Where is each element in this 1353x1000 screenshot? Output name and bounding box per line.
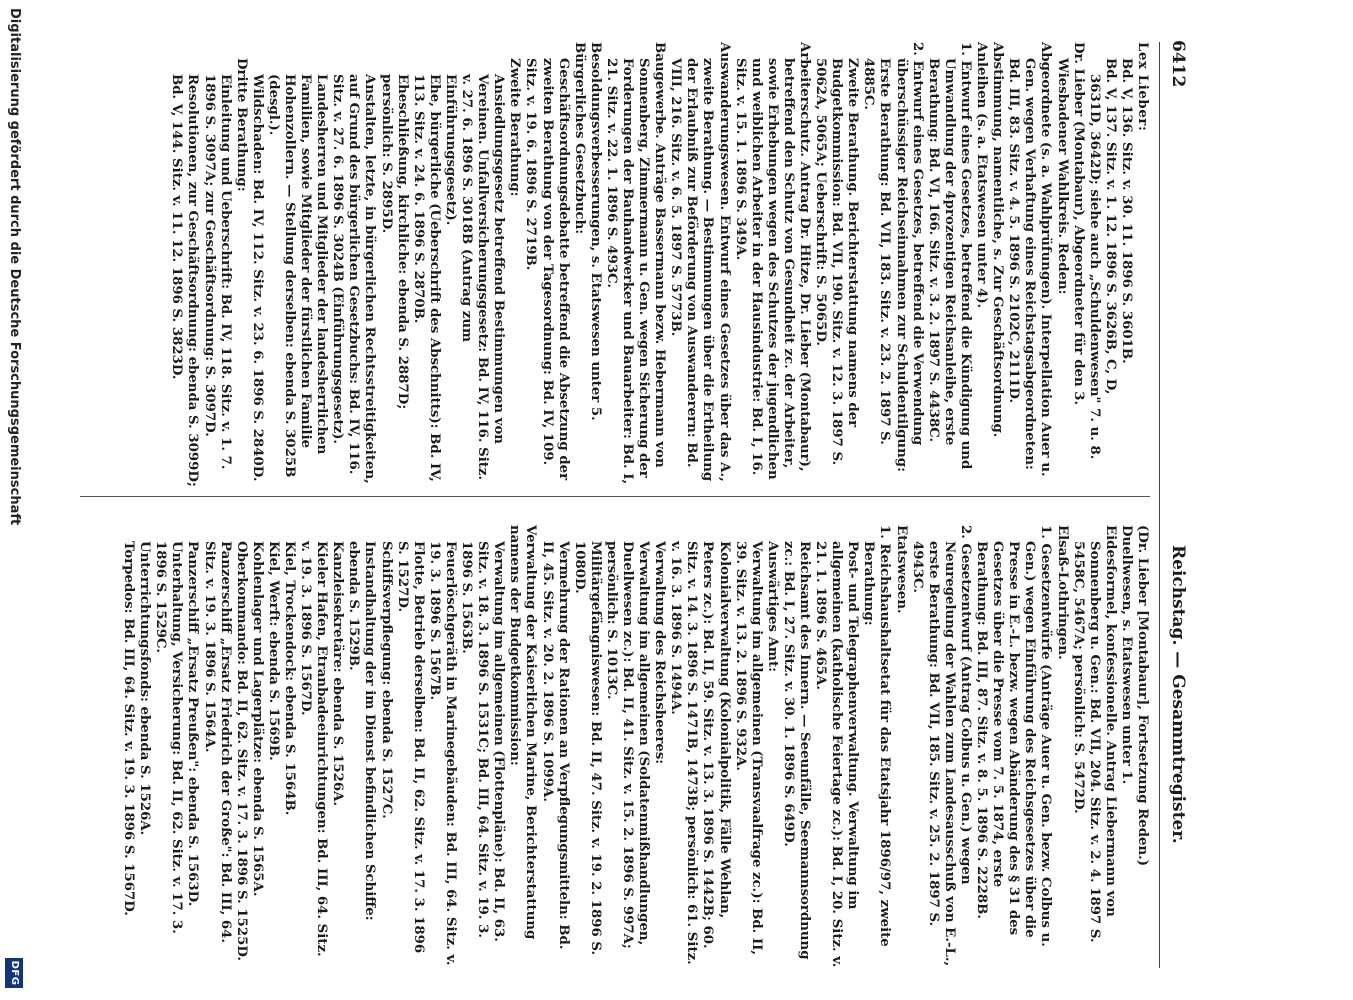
index-entry: Duellwesen, s. Etatswesen unter 1. — [1118, 525, 1134, 785]
index-entry: Vermehrung der Rationen an Verpflegungsmitteln: Bd. II, 45. Sitz. v. 20. 2. 1896 S. 1099A. — [539, 541, 571, 950]
index-entry: Baugewerbe. Anträge Bassermann bezw. Hebermann von Sonnenberg, Zimmermann u. Gen. wegen Sicherung der Forderungen der Bauhandwerker und Bauarbeiter: Bd. I, 21. Sitz. v. 22. 1. 1896 S. 493C. — [603, 42, 668, 485]
index-entry: Feuerlöschgeräth in Marinegebäuden: Bd. III, 64. Sitz. v. 19. 3. 1896 S. 1567B. — [426, 541, 458, 966]
index-entry: Bd. V, 136. Sitz. v. 30. 11. 1896 S. 3601B. — [1118, 58, 1134, 364]
index-entry: (Dr. Lieber [Montabaur], Fortsetzung Reden.) — [1135, 525, 1150, 867]
index-entry: Besoldungsverbesserungen, s. Etatswesen unter 5. — [587, 42, 603, 421]
index-entry: Oberkommando: Bd. II, 62. Sitz. v. 17. 3. 1896 S. 1525D. — [233, 541, 249, 962]
index-entry: Wildschaden: Bd. IV, 112. Sitz. v. 23. 6. 1896 S. 2840D. — [249, 74, 265, 482]
index-entry: Verwaltung im allgemeinen (Flottenpläne): Bd. II, 63. Sitz. v. 18. 3. 1896 S. 1531C; Bd. III, 64. Sitz. v. 19. 3. 1896 S. 1563B. — [459, 541, 507, 942]
index-entry: Kohlenlager und Lagerplätze: ebenda S. 1565A. — [249, 541, 265, 897]
page-number: 6412 — [1168, 40, 1188, 88]
index-entry: Verwaltung der Kaiserlichen Marine, Berichterstattung namens der Budgetkommission: — [507, 525, 539, 940]
header-divider — [1159, 42, 1160, 968]
index-entry: Dr. Lieber (Montabaur), Abgeordneter für den 3. Wiesbadener Wahlkreis. Reden: — [1054, 42, 1086, 406]
index-entry: Verwaltung im allgemeinen (Soldatenmißhandlungen, Duellwesen zc.): Bd. II, 41. Sitz. v. 15. 2. 1896 S. 997A; persönlich: S. 1013C. — [603, 541, 652, 949]
index-entry: Verwaltung des Reichsheeres: — [652, 541, 668, 765]
index-entry: Kieler Hafen, Etranbadeeinrichtungen: Bd. III, 64. Sitz. v. 19. 3. 1896 S. 1567D. — [298, 541, 330, 957]
index-entry: Kanzleisekretäre: ebenda S. 1526A. — [330, 541, 346, 807]
index-entry: 1. Reichshaushaltsetat für das Etatsjahr 1896/97, zweite Berathung: — [861, 525, 893, 947]
index-entry: Reichsamt des Innern. — Seeunfälle, Seemannsordnung zc.: Bd. I, 27. Sitz. v. 30. 1. 1896 S. 649D. — [780, 541, 813, 960]
index-entry: 3631D, 3642D; siehe auch „Schuldenwesen" 7. u. 8. — [1086, 74, 1102, 460]
index-entry: Geschäftsordnungsdebatte betreffend die Absetzung der zweiten Berathung von der Tagesordnung: Bd. IV, 109. Sitz. v. 19. 6. 1896 S. 2719B. — [523, 58, 571, 481]
index-entry: Arbeiterschutz. Antrag Dr. Hitze, Dr. Lieber (Montabaur), betreffend den Schutz von Gesundheit zc. der Arbeiter, sowie Erhebungen wegen des Schutzes der jugendlichen und weiblichen Arbeiter in der Hausindustrie: Bd. I, 16. Sitz. v. 15. 1. 1896 S. 349A. — [732, 42, 813, 480]
index-entry: 2. Entwurf eines Gesetzes, betreffend die Verwendung überschüssiger Reichseinnahmen zur Schuldentilgung: Erste Berathung: Bd. VII, 183. Sitz. v. 23. 2. 1897 S. 4885C. — [861, 42, 925, 472]
index-entry: Ansiedlungsgesetz betreffend Bestimmungen von Vereinen. Unfallversicherungsgesetz: Bd. IV, 116. Sitz. v. 27. 6. 1896 S. 3018B (Antrag zum Einführungsgesetz). — [442, 74, 507, 481]
running-head: Reichstag. — Gesammtregister. — [1168, 545, 1188, 844]
index-entry: Resolutionen, zur Geschäftsordnung: ebenda S. 3099D; Bd. V, 144. Sitz. v. 11. 12. 1896 S. 3823D. — [169, 74, 201, 487]
index-entry: Kiel, Trockendock: ebenda S. 1564B. — [282, 541, 298, 816]
index-entry: Torpedos: Bd. III, 64. Sitz. v. 19. 3. 1896 S. 1567D. — [121, 541, 137, 916]
index-entry: 1. Gesetzentwürfe (Anträge Auer u. Gen. bezw. Colbus u. Gen.) wegen Einführung des Reichsgesetzes über die Presse in E.-L. bezw. wegen Abänderung des § 31 des Gesetzes über die Presse vom 7. 5. 1874, erste Berathung: Bd. III, 87. Sitz. v. 8. 5. 1896 S. 2228B. — [974, 525, 1054, 947]
index-entry: Unterhaltung, Versicherung: Bd. II, 62. Sitz. v. 17. 3. 1896 S. 1529C. — [153, 541, 185, 934]
index-entry: Landesherren und Mitglieder der landesherrlichen Familien, sowie Mitglieder der fürstlichen Familie Hohenzollern. — Stellung derselben: ebenda S. 3025B (desgl.). — [265, 74, 330, 478]
index-entry: Einleitung und Ueberschrift: Bd. IV, 118. Sitz. v. 1. 7. 1896 S. 3097A; zur Geschäftsordnung: S. 3097D. — [201, 74, 233, 470]
index-entry: Auswanderungswesen. Entwurf eines Gesetzes über das A., zweite Berathung. — Bestimmungen über die Ertheilung der Erlaubniß zur Beförderung von Auswanderern: Bd. VIII, 216. Sitz. v. 6. 5. 1897 S. 5773B. — [668, 42, 732, 482]
index-entry: Bürgerliches Gesetzbuch: — [571, 42, 587, 235]
index-entry: Anstalten, letzte, in bürgerlichen Rechtsstreitigkeiten, auf Grund des bürgerlichen Gesetzbuchs: Bd. IV, 116. Sitz. v. 27. 6. 1896 S. 3024B (Einführungsgesetz). — [330, 74, 378, 484]
index-entry: Lex Lieber: — [1135, 42, 1150, 132]
dfg-logo: DFG — [5, 958, 23, 988]
right-column — [60, 525, 1150, 970]
left-column — [60, 42, 1150, 487]
index-entry: Eidesformel, konfessionelle. Antrag Liebermann von Sonnenberg u. Gen.: Bd. VII, 204. Sitz. v. 2. 4. 1897 S. 5458C, 5467A; persönlich: S. 5472D. — [1070, 525, 1118, 943]
index-entry: Flotte, Betrieb derselben: Bd. II, 62. Sitz. v. 17. 3. 1896 S. 1527D. — [394, 541, 426, 954]
index-entry: Elsaß-Lothringen. — [1054, 525, 1070, 660]
index-entry: Instandhaltung der im Dienst befindlichen Schiffe: ebenda S. 1529B. — [346, 541, 378, 921]
index-entry: Panzerschiff „Ersatz Friedrich der Große": Bd. III, 64. Sitz. v. 19. 3. 1896 S. 1564A. — [201, 541, 233, 943]
credit-text: Digitalisierung gefördert durch die Deutsche Forschungsgemeinschaft — [7, 8, 22, 526]
index-entry: Ehe, bürgerliche (Ueberschrift des Abschnitts): Bd. IV, 113. Sitz. v. 24. 6. 1896 S. 2870B. — [410, 74, 442, 482]
column-divider — [80, 496, 1150, 497]
index-entry: Etatswesen. — [893, 525, 909, 614]
digitization-credit — [2, 0, 24, 1000]
index-entry: Unterrichtungsfonds: ebenda S. 1526A. — [137, 541, 153, 836]
index-entry: Abgeordnete (s. a. Wahlprüfungen). Interpellation Auer u. Gen. wegen Verhaftung eines Reichstagsabgeordneten: Bd. III, 83. Sitz. v. 4. 5. 1896 S. 2102C, 2111D. — [1006, 42, 1054, 477]
index-entry: 1. Entwurf eines Gesetzes, betreffend die Kündigung und Umwandlung der 4prozentigen Reichsanleihe, erste Berathung: Bd. VI, 166. Sitz. v. 3. 2. 1897 S. 4438C. — [925, 42, 973, 470]
index-entry: Schiffsverpflegung: ebenda S. 1527C. — [378, 541, 394, 819]
index-entry: Auswärtiges Amt: — [764, 541, 780, 673]
index-entry: Eheschließung, kirchliche: ebenda S. 2887D; persönlich: S. 2895D. — [378, 74, 410, 410]
index-entry: Abstimmung, namentliche, s. Zur Geschäftsordnung. — [990, 42, 1006, 438]
index-entry: Militärgefängniswesen: Bd. II, 47. Sitz. v. 19. 2. 1896 S. 1080D. — [571, 541, 603, 956]
page-header — [1160, 40, 1196, 970]
index-entry: Panzerschiff „Ersatz Preußen": ebenda S. 1563D. — [185, 541, 201, 907]
index-entry: Verwaltung im allgemeinen (Transvaalfrage zc.): Bd. II, 39. Sitz. v. 13. 2. 1896 S. 932A. — [732, 541, 764, 956]
index-entry: Zweite Berathung: — [507, 58, 523, 197]
index-entry: Anleihen (s. a. Etatswesen unter 4). — [974, 42, 990, 309]
index-entry: Dritte Berathung: — [233, 58, 249, 192]
index-entry: Bd. V, 137. Sitz. v. 1. 12. 1896 S. 3626B, C, D, — [1102, 58, 1118, 395]
index-entry: Kiel, Werft: ebenda S. 1569B. — [265, 541, 281, 761]
index-entry: Post- und Telegraphenverwaltung. Verwaltung im allgemeinen (katholische Feiertage zc.): Bd. I, 20. Sitz. v. 21. 1. 1896 S. 465A. — [813, 541, 861, 968]
index-entry: Kolonialverwaltung (Kolonialpolitik, Fälle Wehlan, Peters zc.): Bd. II, 59. Sitz. v. 13. 3. 1896 S. 1442B; 60. Sitz. v. 14. 3. 1896 S. 1471B, 1473B; persönlich: 61. Sitz. v. 16. 3. 1896 S. 1494A. — [668, 541, 732, 965]
index-entry: 2. Gesetzentwurf (Antrag Colbus u. Gen.) wegen Neuregelung der Wahlen zum Landesausschuß von E.-L., erste Berathung: Bd. VII, 185. Sitz. v. 25. 2. 1897 S. 4943C. — [909, 525, 973, 967]
index-entry: Zweite Berathung. Berichterstattung namens der Budgetkommission: Bd. VII, 190. Sitz. v. 12. 3. 1897 S. 5062A, 5065A; Ueberschrift: S. 5065D. — [813, 58, 861, 466]
